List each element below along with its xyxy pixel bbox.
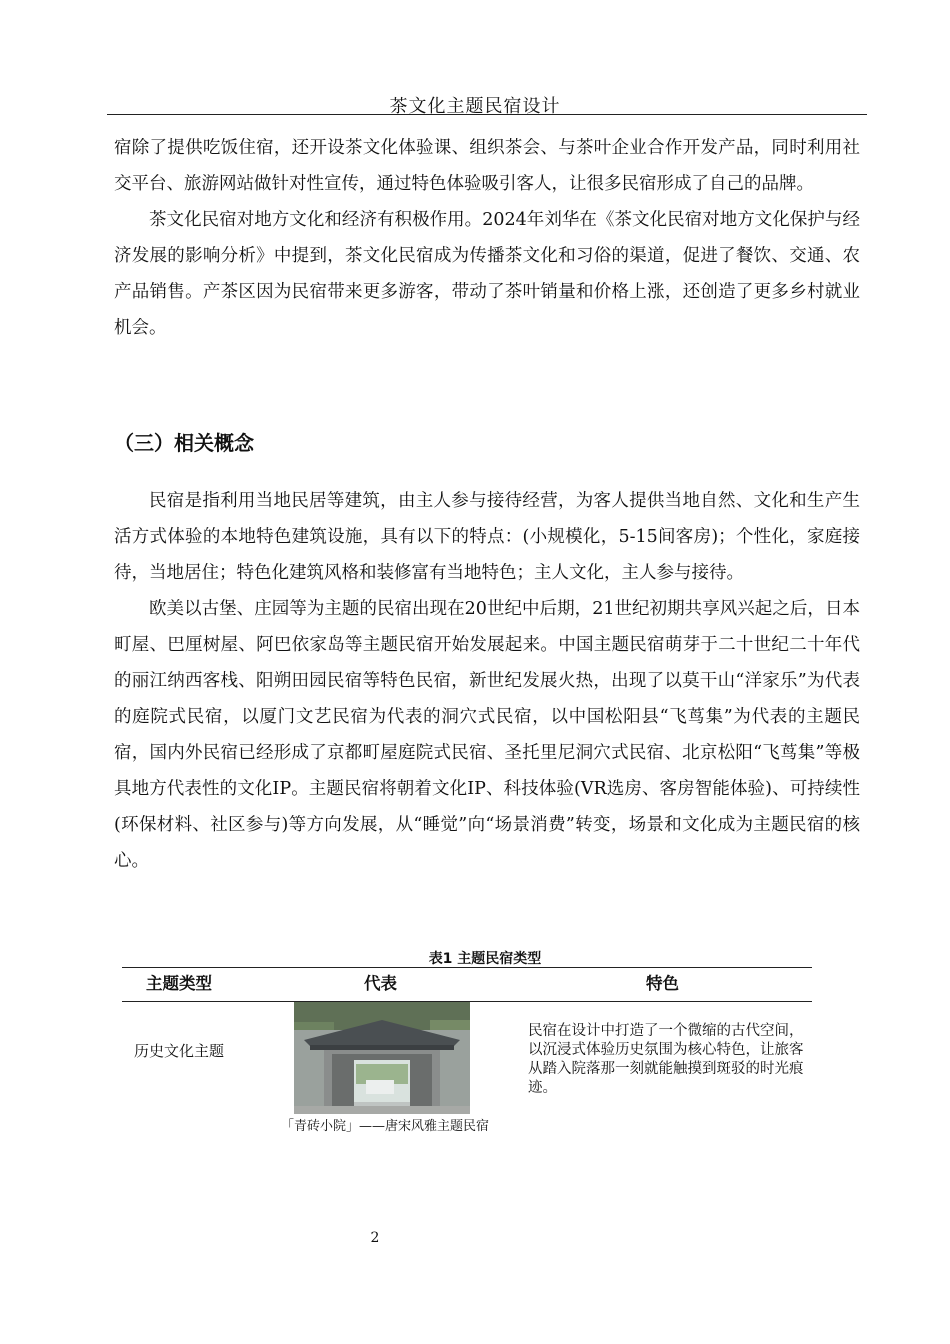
running-header: 茶文化主题民宿设计 — [389, 96, 561, 117]
page-number: 2 — [370, 1230, 380, 1246]
section-heading: （三）相关概念 — [114, 431, 254, 455]
paragraph: 欧美以古堡、庄园等为主题的民宿出现在20世纪中后期，21世纪初期共享风兴起之后，日本町屋、巴厘树屋、阿巴依家岛等主题民宿开始发展起来。中国主题民宿萌芽于二十世纪二十年代的丽江纳西客栈、阳朔田园民宿等特色民宿，新世纪发展火热，出现了以莫干山“洋家乐”为代表的庭院式民宿，以厦门文艺民宿为代表的洞穴式民宿，以中国松阳县“飞茑集”为代表的主题民宿，国内外民宿已经形成了京都町屋庭院式民宿、圣托里尼洞穴式民宿、北京松阳“飞茑集”等极具地方代表性的文化IP。主题民宿将朝着文化IP、科技体验(VR选房、客房智能体验)、可持续性(环保材料、社区参与)等方向发展，从“睡觉”向“场景消费”转变，场景和文化成为主题民宿的核心。 — [114, 599, 860, 871]
top-paragraphs — [114, 130, 860, 346]
table-cell-description: 民宿在设计中打造了一个微缩的古代空间，以沉浸式体验历史氛围为核心特色，让旅客从踏入院落那一刻就能触摸到斑驳的时光痕迹。 — [528, 1023, 804, 1096]
paragraph: 茶文化民宿对地方文化和经济有积极作用。2024年刘华在《茶文化民宿对地方文化保护与经济发展的影响分析》中提到，茶文化民宿成为传播茶文化和习俗的渠道，促进了餐饮、交通、农产品销售。产茶区因为民宿带来更多游客，带动了茶叶销量和价格上涨，还创造了更多乡村就业机会。 — [114, 210, 860, 338]
section-paragraphs — [114, 483, 860, 879]
table-caption: 表1 主题民宿类型 — [428, 951, 542, 967]
table-header-representative: 代表 — [364, 974, 397, 993]
table-cell-type: 历史文化主题 — [134, 1042, 225, 1060]
paragraph: 民宿是指利用当地民居等建筑，由主人参与接待经营，为客人提供当地自然、文化和生产生活方式体验的本地特色建筑设施，具有以下的特点：(小规模化，5-15间客房)；个性化，家庭接待，当地居住；特色化建筑风格和装修富有当地特色；主人文化，主人参与接待。 — [114, 491, 860, 583]
table-header-feature: 特色 — [646, 974, 679, 993]
table-top-rule — [122, 967, 812, 968]
photo-caption: 「青砖小院」——唐宋风雅主题民宿 — [280, 1119, 489, 1134]
table-header-type: 主题类型 — [146, 974, 212, 993]
paragraph: 宿除了提供吃饭住宿，还开设茶文化体验课、组织茶会、与茶叶企业合作开发产品，同时利用社交平台、旅游网站做针对性宣传，通过特色体验吸引客人，让很多民宿形成了自己的品牌。 — [114, 138, 860, 194]
header-rule — [107, 114, 867, 115]
courtyard-photo — [294, 1002, 470, 1114]
